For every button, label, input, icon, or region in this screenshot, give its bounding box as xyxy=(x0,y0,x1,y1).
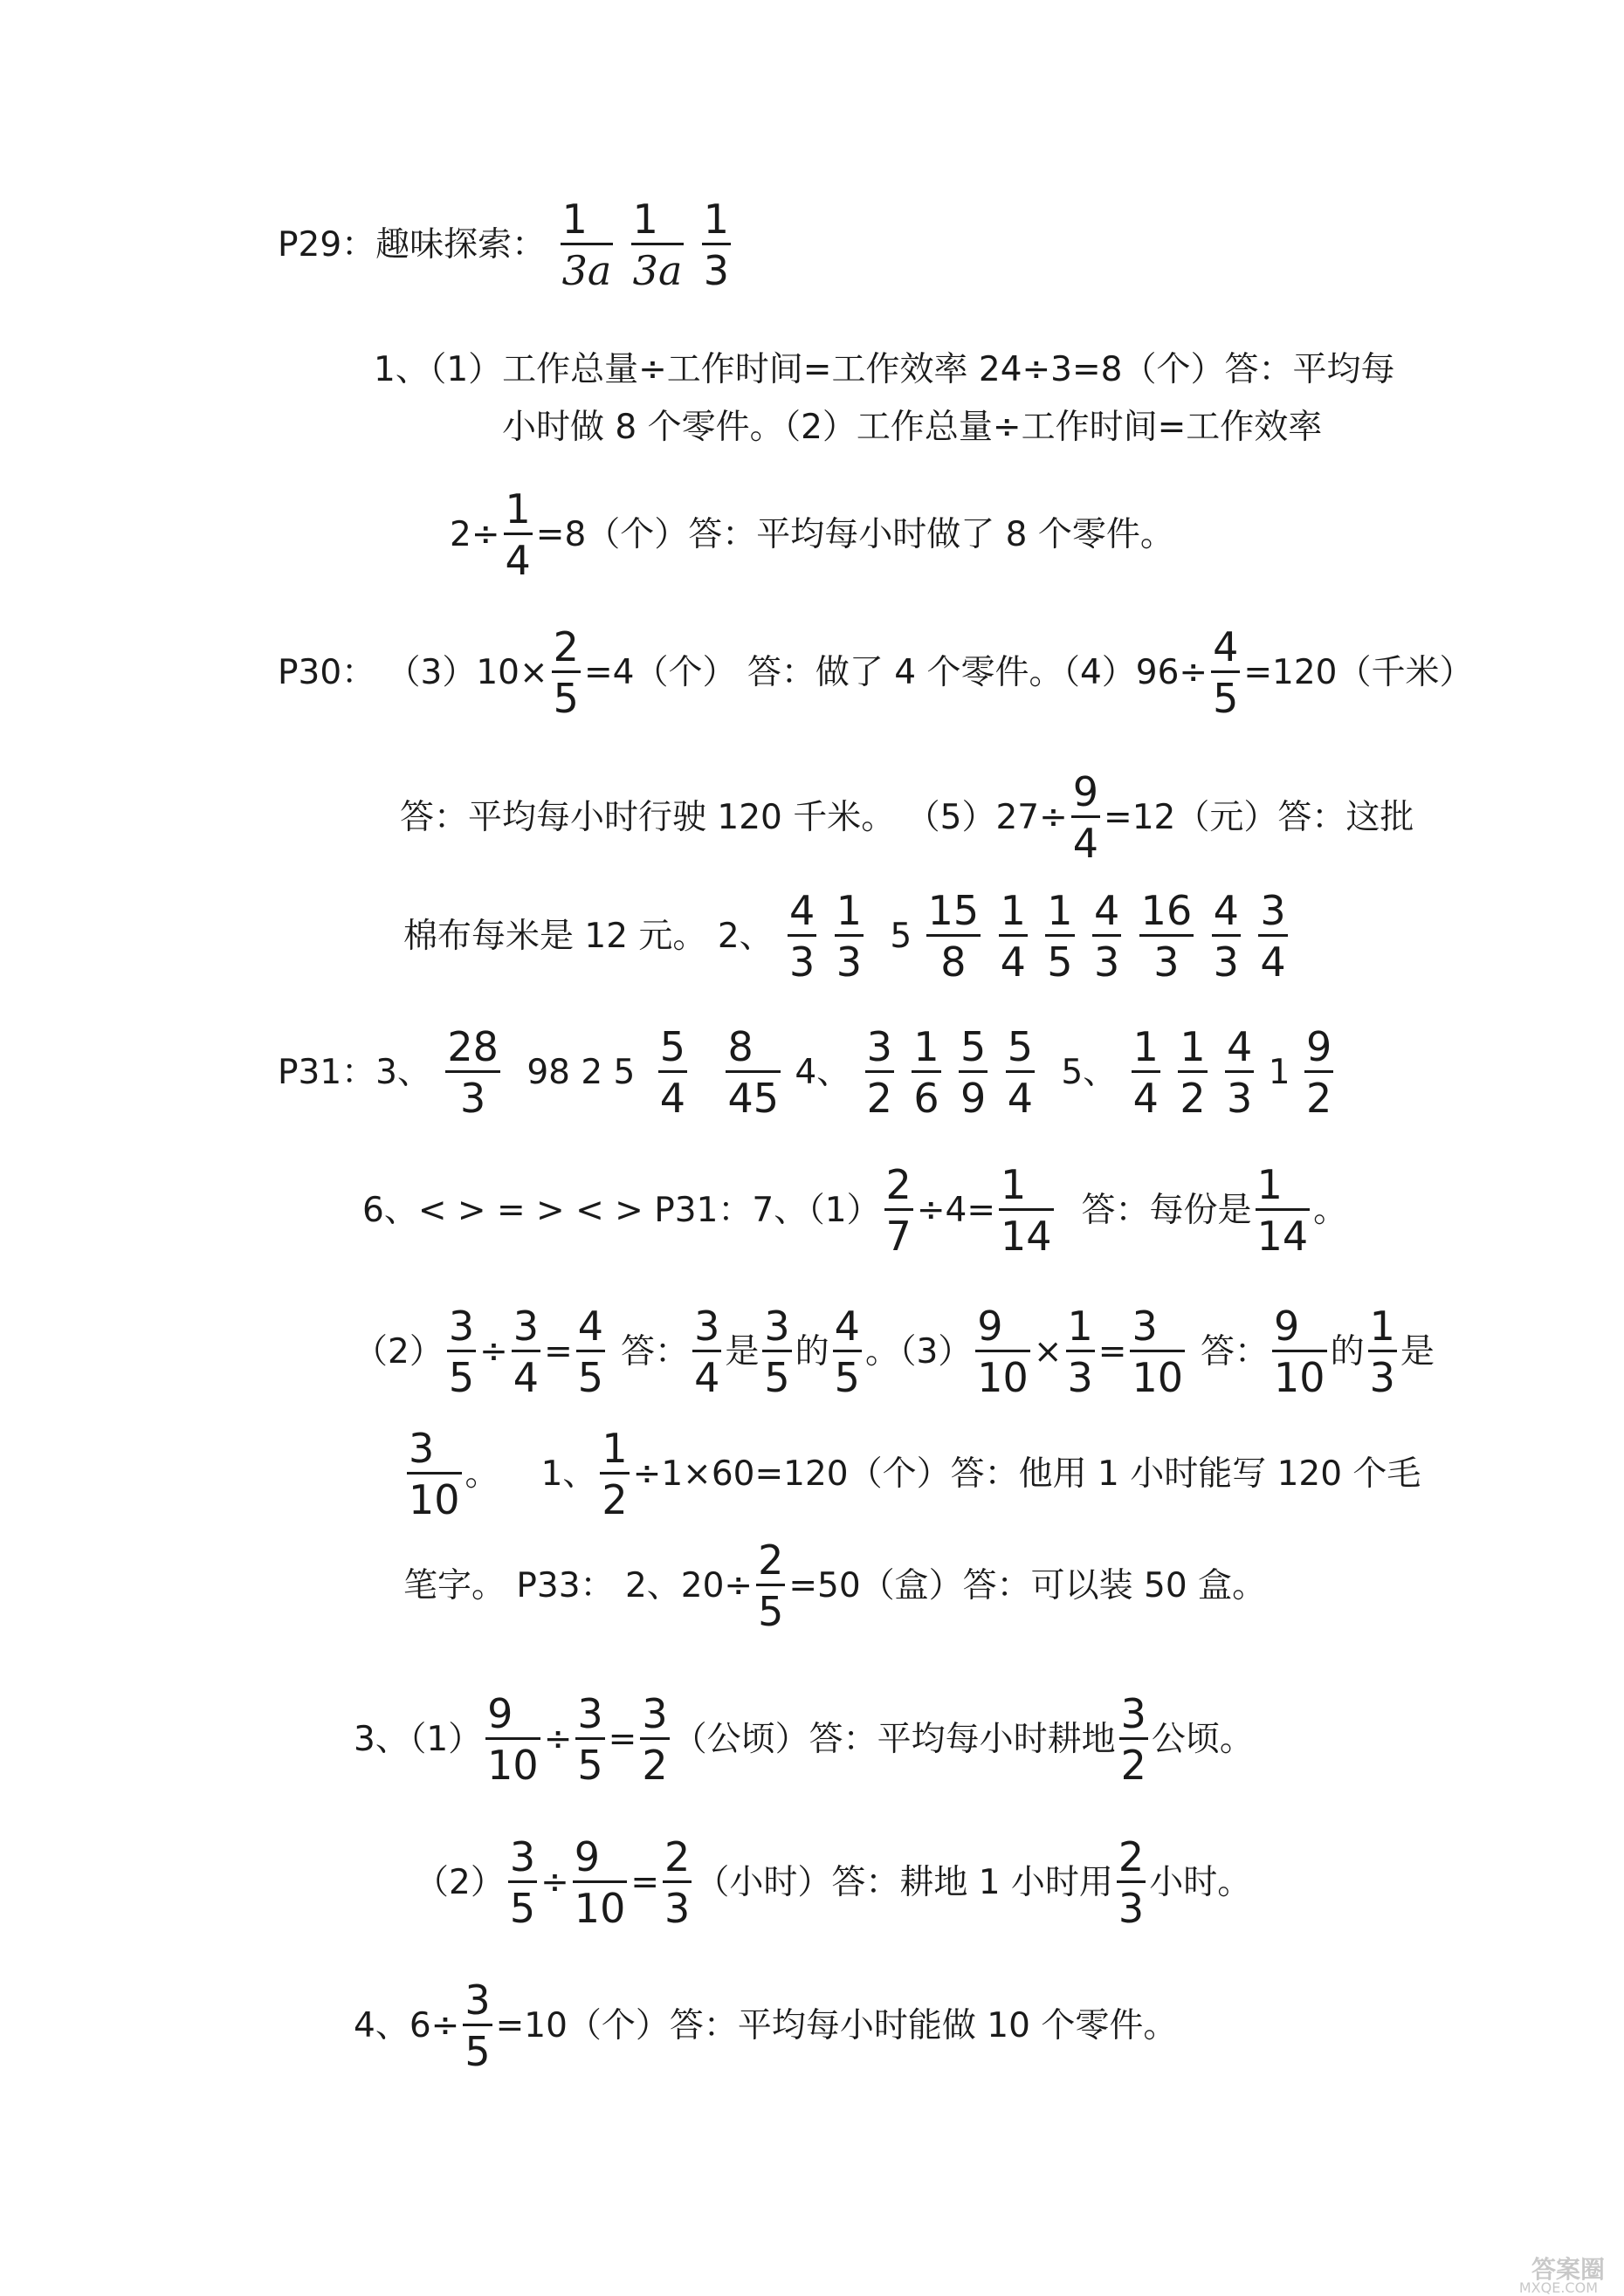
fraction: $\frac{4}{3}$ xyxy=(1213,887,1239,986)
text: 5、 xyxy=(1061,1053,1118,1092)
text: = xyxy=(1098,1332,1127,1371)
fraction: $\frac{4}{3}$ xyxy=(1227,1023,1253,1122)
text: 5 xyxy=(890,917,912,956)
line-q7-end-q1 xyxy=(403,1425,1421,1523)
fraction: $\frac{5}{4}$ xyxy=(1007,1023,1033,1122)
watermark-url: MXQE.COM xyxy=(1518,2279,1598,2296)
fraction: $\frac{1}{4}$ xyxy=(1132,1023,1159,1122)
fraction: $\frac{1}{6}$ xyxy=(913,1023,939,1122)
line-p30-cont xyxy=(400,768,1414,867)
text: 小时做 8 个零件。（2）工作总量÷工作时间=工作效率 xyxy=(502,408,1323,447)
text: P30： （3）10× xyxy=(278,653,548,692)
fraction: $\frac{4}{5}$ xyxy=(1213,623,1239,722)
fraction: $\frac{2}{3}$ xyxy=(1118,1833,1145,1932)
fraction: $\frac{1}{3}$ xyxy=(1369,1303,1395,1401)
fraction: $\frac{3}{2}$ xyxy=(866,1023,892,1122)
fraction: $\frac{3}{5}$ xyxy=(577,1690,603,1789)
fraction: $\frac{5}{9}$ xyxy=(960,1023,987,1122)
fraction: $\frac{3}{4}$ xyxy=(513,1303,540,1401)
text: （2） xyxy=(415,1863,505,1902)
fraction: $\frac{2}{7}$ xyxy=(885,1161,912,1260)
fraction: $\frac{28}{3}$ xyxy=(447,1023,499,1122)
text: 。 xyxy=(464,1454,499,1494)
text: 答：每份是 xyxy=(1081,1191,1252,1230)
fraction: $\frac{4}{5}$ xyxy=(577,1303,604,1401)
line-q7-part2-3 xyxy=(354,1303,1435,1401)
fraction: $\frac{1}{3}$ xyxy=(1067,1303,1093,1401)
text: 3、（1） xyxy=(354,1720,483,1759)
line-q6-p31-q7 xyxy=(362,1161,1348,1260)
text: 是 xyxy=(725,1332,760,1371)
fraction: $\frac{3}{5}$ xyxy=(448,1303,475,1401)
fraction: $\frac{9}{10}$ xyxy=(1274,1303,1325,1401)
text: =10（个）答：平均每小时能做 10 个零件。 xyxy=(495,2006,1178,2045)
text: 4、 xyxy=(795,1053,851,1092)
fraction: $\frac{3}{4}$ xyxy=(1260,887,1286,986)
fraction: $\frac{1}{3}$ xyxy=(703,196,730,294)
line-p29-explore xyxy=(278,196,734,294)
text: × xyxy=(1033,1332,1063,1371)
fraction: $\frac{15}{8}$ xyxy=(927,887,980,986)
line-q1-part3 xyxy=(450,485,1174,584)
fraction: $\frac{1}{3a}$ xyxy=(561,196,612,294)
fraction: $\frac{9}{10}$ xyxy=(487,1690,539,1789)
line-q3-part2 xyxy=(415,1833,1252,1932)
text: ÷ xyxy=(479,1332,508,1371)
text: ÷ xyxy=(540,1863,569,1902)
fraction: $\frac{4}{3}$ xyxy=(1093,887,1120,986)
line-q1-part2 xyxy=(502,408,1323,447)
fraction: $\frac{2}{5}$ xyxy=(758,1536,784,1635)
line-p30 xyxy=(278,623,1474,722)
text: 6、< > = > < > P31：7、（1） xyxy=(362,1191,881,1230)
fraction: $\frac{3}{5}$ xyxy=(464,1976,491,2075)
fraction: $\frac{9}{4}$ xyxy=(1072,768,1099,867)
fraction: $\frac{5}{4}$ xyxy=(659,1023,686,1122)
line-p33 xyxy=(403,1536,1267,1635)
fraction: $\frac{1}{3}$ xyxy=(836,887,863,986)
fraction: $\frac{9}{10}$ xyxy=(977,1303,1029,1401)
fraction: $\frac{16}{3}$ xyxy=(1140,887,1193,986)
fraction: $\frac{3}{2}$ xyxy=(1120,1690,1146,1789)
fraction: $\frac{9}{2}$ xyxy=(1305,1023,1332,1122)
text: = xyxy=(608,1720,637,1759)
fraction: $\frac{2}{5}$ xyxy=(553,623,579,722)
text: （公顷）答：平均每小时耕地 xyxy=(672,1720,1116,1759)
fraction: $\frac{3}{10}$ xyxy=(409,1425,460,1523)
text: （2） xyxy=(354,1332,444,1371)
text: P29：趣味探索： xyxy=(278,225,547,265)
text: = xyxy=(630,1863,660,1902)
fraction: $\frac{1}{3a}$ xyxy=(632,196,683,294)
text: =50（盒）答：可以装 50 盒。 xyxy=(788,1566,1267,1605)
text: 公顷。 xyxy=(1151,1720,1254,1759)
fraction: $\frac{1}{14}$ xyxy=(1256,1161,1309,1260)
fraction: $\frac{2}{3}$ xyxy=(664,1833,691,1932)
text: 1、（1）工作总量÷工作时间=工作效率 24÷3=8（个）答：平均每 xyxy=(374,350,1395,389)
fraction: $\frac{4}{3}$ xyxy=(789,887,815,986)
text: 1 xyxy=(1268,1053,1290,1092)
text: 的 xyxy=(1330,1332,1365,1371)
text: 小时。 xyxy=(1149,1863,1252,1902)
text: 答： xyxy=(1201,1332,1270,1371)
fraction: $\frac{1}{5}$ xyxy=(1047,887,1073,986)
text: ÷1×60=120（个）答：他用 1 小时能写 120 个毛 xyxy=(632,1454,1421,1494)
fraction: $\frac{3}{2}$ xyxy=(642,1690,668,1789)
text: P31：3、 xyxy=(278,1053,431,1092)
text: 笔字。 P33： 2、20÷ xyxy=(403,1566,754,1605)
fraction: $\frac{4}{5}$ xyxy=(834,1303,860,1401)
fraction: $\frac{3}{4}$ xyxy=(694,1303,720,1401)
text: 2÷ xyxy=(450,515,500,554)
text: ÷ xyxy=(543,1720,573,1759)
text: 。（3） xyxy=(864,1332,973,1371)
text: 棉布每米是 12 元。 2、 xyxy=(403,917,774,956)
text: =120（千米） xyxy=(1243,653,1474,692)
fraction: $\frac{1}{2}$ xyxy=(602,1425,628,1523)
fraction: $\frac{9}{10}$ xyxy=(574,1833,626,1932)
text: =4（个） 答：做了 4 个零件。（4）96÷ xyxy=(583,653,1208,692)
line-q4 xyxy=(354,1976,1178,2075)
text: 98 2 5 xyxy=(526,1053,636,1092)
text: 的 xyxy=(795,1332,829,1371)
text: 。 xyxy=(1313,1191,1348,1230)
line-q1-part1 xyxy=(374,351,1395,387)
line-q2-answers xyxy=(403,887,1291,986)
fraction: $\frac{3}{5}$ xyxy=(764,1303,790,1401)
text: 1、 xyxy=(540,1454,597,1494)
watermark-logo: 答案圈 xyxy=(1531,2255,1605,2284)
text: 答： xyxy=(621,1332,690,1371)
text: =12（元）答：这批 xyxy=(1104,798,1414,837)
text: =8（个）答：平均每小时做了 8 个零件。 xyxy=(535,515,1174,554)
text: = xyxy=(544,1332,573,1371)
fraction: $\frac{3}{10}$ xyxy=(1132,1303,1184,1401)
fraction: $\frac{1}{14}$ xyxy=(1001,1161,1052,1260)
text: 4、6÷ xyxy=(354,2006,460,2045)
fraction: $\frac{1}{2}$ xyxy=(1180,1023,1206,1122)
fraction: $\frac{1}{4}$ xyxy=(505,485,531,584)
text: 答：平均每小时行驶 120 千米。 （5）27÷ xyxy=(400,798,1068,837)
text: 是 xyxy=(1400,1332,1435,1371)
line-p31-q3-q5 xyxy=(278,1023,1337,1122)
fraction: $\frac{3}{5}$ xyxy=(509,1833,536,1932)
text: ÷4= xyxy=(916,1191,995,1230)
line-q3-part1 xyxy=(354,1690,1254,1789)
fraction: $\frac{1}{4}$ xyxy=(1000,887,1026,986)
fraction: $\frac{8}{45}$ xyxy=(727,1023,780,1122)
text: （小时）答：耕地 1 小时用 xyxy=(695,1863,1113,1902)
